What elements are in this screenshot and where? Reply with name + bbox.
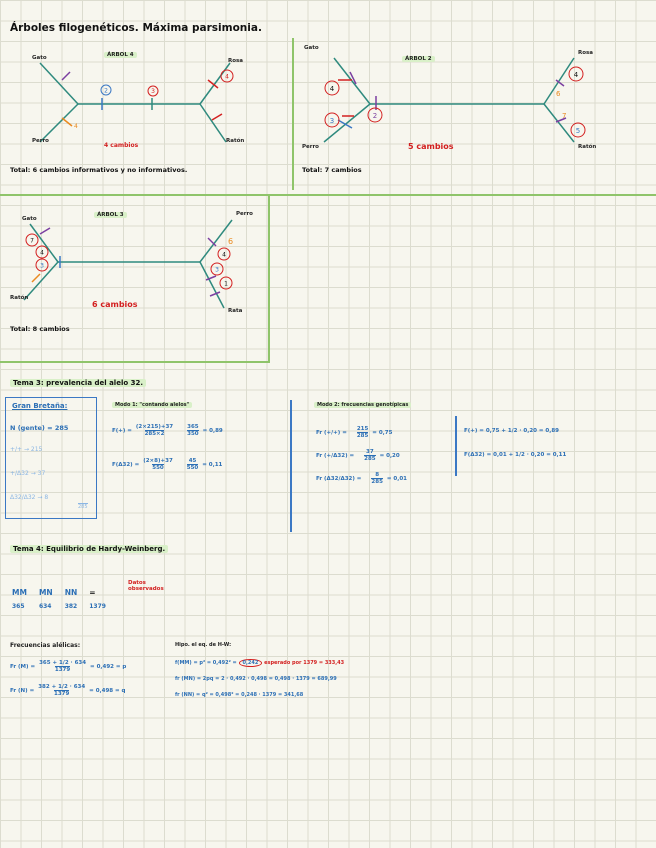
method1-fplus — [112, 424, 223, 437]
tree2-mark-3: 2 — [372, 112, 378, 120]
method1-fdelta-lhs: F(Δ32) = — [112, 461, 140, 468]
freq-m — [10, 660, 126, 673]
method-divider-1 — [290, 400, 292, 532]
value-total: 1379 — [89, 603, 106, 610]
tree3-leaf-rata: Rata — [228, 308, 243, 314]
method1-fdelta-num2: 45 — [188, 458, 197, 464]
method1-fplus-den2: 350 — [187, 431, 199, 437]
hw-line1-circled: 0,242 — [239, 659, 263, 667]
tree2-mark-2: 3 — [329, 117, 335, 125]
tree4-leaf-gato: Gato — [32, 55, 47, 61]
tree4-mark-2: 3 — [151, 88, 155, 95]
hw-title: Hipo. el eq. de H-W: — [175, 642, 232, 648]
method2-row1-den: 285 — [356, 433, 369, 439]
tree3-mark-3: 3 — [40, 262, 44, 270]
method1-fplus-frac — [136, 424, 173, 437]
method2-row2-den: 285 — [364, 456, 376, 462]
method2-row1 — [316, 426, 392, 439]
tree3-mark-4: 6 — [228, 237, 234, 246]
header-mn: MN — [38, 588, 53, 597]
method1-fdelta-den: 550 — [152, 465, 164, 471]
genotype-value-row — [12, 597, 112, 610]
method2-row2 — [316, 449, 400, 462]
method2-row1-num: 215 — [356, 426, 369, 432]
method1-fplus-frac2 — [187, 424, 198, 437]
tree3-changes: 6 cambios — [92, 300, 138, 309]
tree3-border-bottom — [0, 361, 270, 363]
freq-n-lhs: Fr (N) = — [10, 687, 35, 694]
tree4-mark-4: 4 — [74, 123, 78, 130]
freq-m-num: 365 + 1/2 · 634 — [39, 660, 87, 666]
method2-row1-result: = 0,75 — [372, 429, 393, 436]
freq-n-frac — [38, 684, 85, 697]
method2-row1-frac — [357, 426, 368, 439]
value-mm: 365 — [12, 603, 25, 610]
tree2-leaf-rosa: Rosa — [578, 50, 593, 56]
freq-n — [10, 684, 125, 697]
method2-title: Modo 2: frecuencias genotípicas — [314, 402, 411, 408]
tree3-mark-6: 3 — [215, 266, 219, 274]
tree3-leaf-perro: Perro — [236, 211, 253, 217]
value-mn: 634 — [38, 603, 52, 610]
freq-m-frac — [39, 660, 86, 673]
datos-observados: Datos observados — [128, 580, 164, 593]
hw-line1-rest: esperado por 1379 = 333,43 — [264, 660, 345, 666]
method1-fdelta-frac — [143, 458, 173, 471]
method1-fdelta-num: (2×8)+37 — [143, 458, 173, 464]
tree2-leaf-raton: Ratón — [578, 144, 597, 150]
tree4-leaf-rosa: Rosa — [228, 58, 243, 64]
tree4-total: Total: 6 cambios informativos y no informativos. — [10, 166, 188, 174]
hw-line3: fr (NN) = q² = 0,498² = 0,248 · 1379 = 341,68 — [175, 692, 304, 698]
method1-fdelta-den2: 550 — [186, 465, 199, 471]
tree3-title: ÁRBOL 3 — [94, 212, 127, 218]
tree3-mark-7: 1 — [224, 280, 228, 288]
method2-row2-result: = 0,20 — [379, 452, 400, 459]
freq-m-lhs: Fr (M) = — [10, 663, 36, 670]
tree2-total: Total: 7 cambios — [302, 166, 362, 174]
tree2-mark-5: 7 — [562, 112, 567, 120]
tree4-leaf-raton: Ratón — [226, 138, 245, 144]
method2-row3-lhs: Fr (Δ32/Δ32) = — [316, 475, 362, 482]
tree3-mark-2: 4 — [40, 249, 44, 257]
tree3-leaf-gato: Gato — [22, 216, 37, 222]
tree3-mark-1: 7 — [30, 237, 34, 245]
freq-title: Frecuencias alélicas: — [10, 642, 81, 649]
tree2-leaf-gato: Gato — [304, 45, 319, 51]
method2-row3-frac — [371, 472, 382, 485]
tree4-title: ÁRBOL 4 — [104, 52, 137, 58]
section3-title: Tema 3: prevalencia del alelo 32. — [10, 379, 146, 387]
genotype-table — [12, 588, 112, 610]
section4-title: Tema 4: Equilibrio de Hardy-Weinberg. — [10, 545, 168, 553]
tree3-diagram — [0, 196, 268, 360]
value-nn: 382 — [64, 603, 78, 610]
freq-n-result: = 0,498 = q — [89, 687, 126, 694]
freq-n-den: 1379 — [54, 691, 70, 697]
tree2-leaf-perro: Perro — [302, 144, 319, 150]
gb-box-title: Gran Bretaña: — [12, 402, 68, 410]
method2-row3-result: = 0,01 — [386, 475, 407, 482]
method1-fplus-num: (2×215)+37 — [135, 424, 174, 430]
method1-fplus-lhs: F(+) = — [112, 427, 132, 434]
header-mm: MM — [12, 588, 27, 597]
freq-m-den: 1379 — [54, 667, 71, 673]
method1-fplus-den: 285×2 — [144, 431, 165, 437]
tree4-leaf-perro: Perro — [32, 138, 49, 144]
hw-line1 — [175, 660, 344, 666]
hw-line1-text: f(MM) = p² = 0,492² = — [175, 660, 237, 666]
method1-fplus-num2: 365 — [187, 424, 199, 430]
method2-row3-num: 8 — [375, 472, 380, 478]
gb-row2: +/Δ32 → 37 — [10, 470, 46, 477]
tree4-changes: 4 cambios — [104, 142, 139, 149]
tree4-mark-1: 2 — [104, 87, 108, 95]
header-eq: = — [89, 588, 96, 597]
method3-line2: F(Δ32) = 0,01 + 1/2 · 0,20 = 0,11 — [464, 452, 567, 458]
method2-row2-frac — [364, 449, 375, 462]
header-nn: NN — [64, 588, 78, 597]
method1-title: Modo 1: "contando alelos" — [112, 402, 192, 408]
tree3-mark-5: 4 — [222, 251, 226, 259]
hw-line2: fr (MN) = 2pq = 2 · 0,492 · 0,498 = 0,498 · 1379 = 689,99 — [175, 676, 337, 682]
tree2-mark-7: 4 — [573, 71, 579, 79]
section1-title: Árboles filogenéticos. Máxima parsimonia. — [10, 22, 262, 34]
tree3-leaf-raton: Ratón — [10, 295, 29, 301]
tree2-mark-4: 6 — [556, 90, 561, 98]
method-divider-2 — [455, 416, 457, 476]
tree3-total: Total: 8 cambios — [10, 325, 70, 333]
tree2-mark-1: 4 — [329, 85, 335, 93]
method1-fplus-result: = 0,89 — [202, 427, 223, 434]
method1-fdelta-result: = 0,11 — [202, 461, 223, 468]
method1-fdelta — [112, 458, 222, 471]
tree2-title: ÁRBOL 2 — [402, 56, 435, 62]
tree4-mark-3: 4 — [225, 73, 229, 81]
method2-row2-lhs: Fr (+/Δ32) = — [316, 452, 355, 459]
method2-row3-den: 285 — [371, 479, 383, 485]
method2-row1-lhs: Fr (+/+) = — [316, 429, 347, 436]
method3-line1: F(+) = 0,75 + 1/2 · 0,20 = 0,89 — [464, 428, 559, 434]
genotype-header-row — [12, 588, 112, 597]
gb-row1: +/+ → 215 — [10, 446, 43, 453]
method2-row2-num: 37 — [366, 449, 374, 455]
gb-row3: Δ32/Δ32 → 8 — [10, 494, 49, 501]
gb-n-label: N (gente) = 285 — [10, 424, 69, 432]
method2-row3 — [316, 472, 407, 485]
freq-n-num: 382 + 1/2 · 634 — [38, 684, 86, 690]
method1-fdelta-frac2 — [187, 458, 198, 471]
tree3-border-right — [268, 196, 270, 362]
tree2-changes: 5 cambios — [408, 142, 454, 151]
gb-row3-den: 285 — [78, 504, 88, 510]
freq-m-result: = 0,492 = p — [90, 663, 127, 670]
tree2-mark-6: 5 — [575, 127, 581, 135]
gb-data-box — [5, 397, 97, 519]
